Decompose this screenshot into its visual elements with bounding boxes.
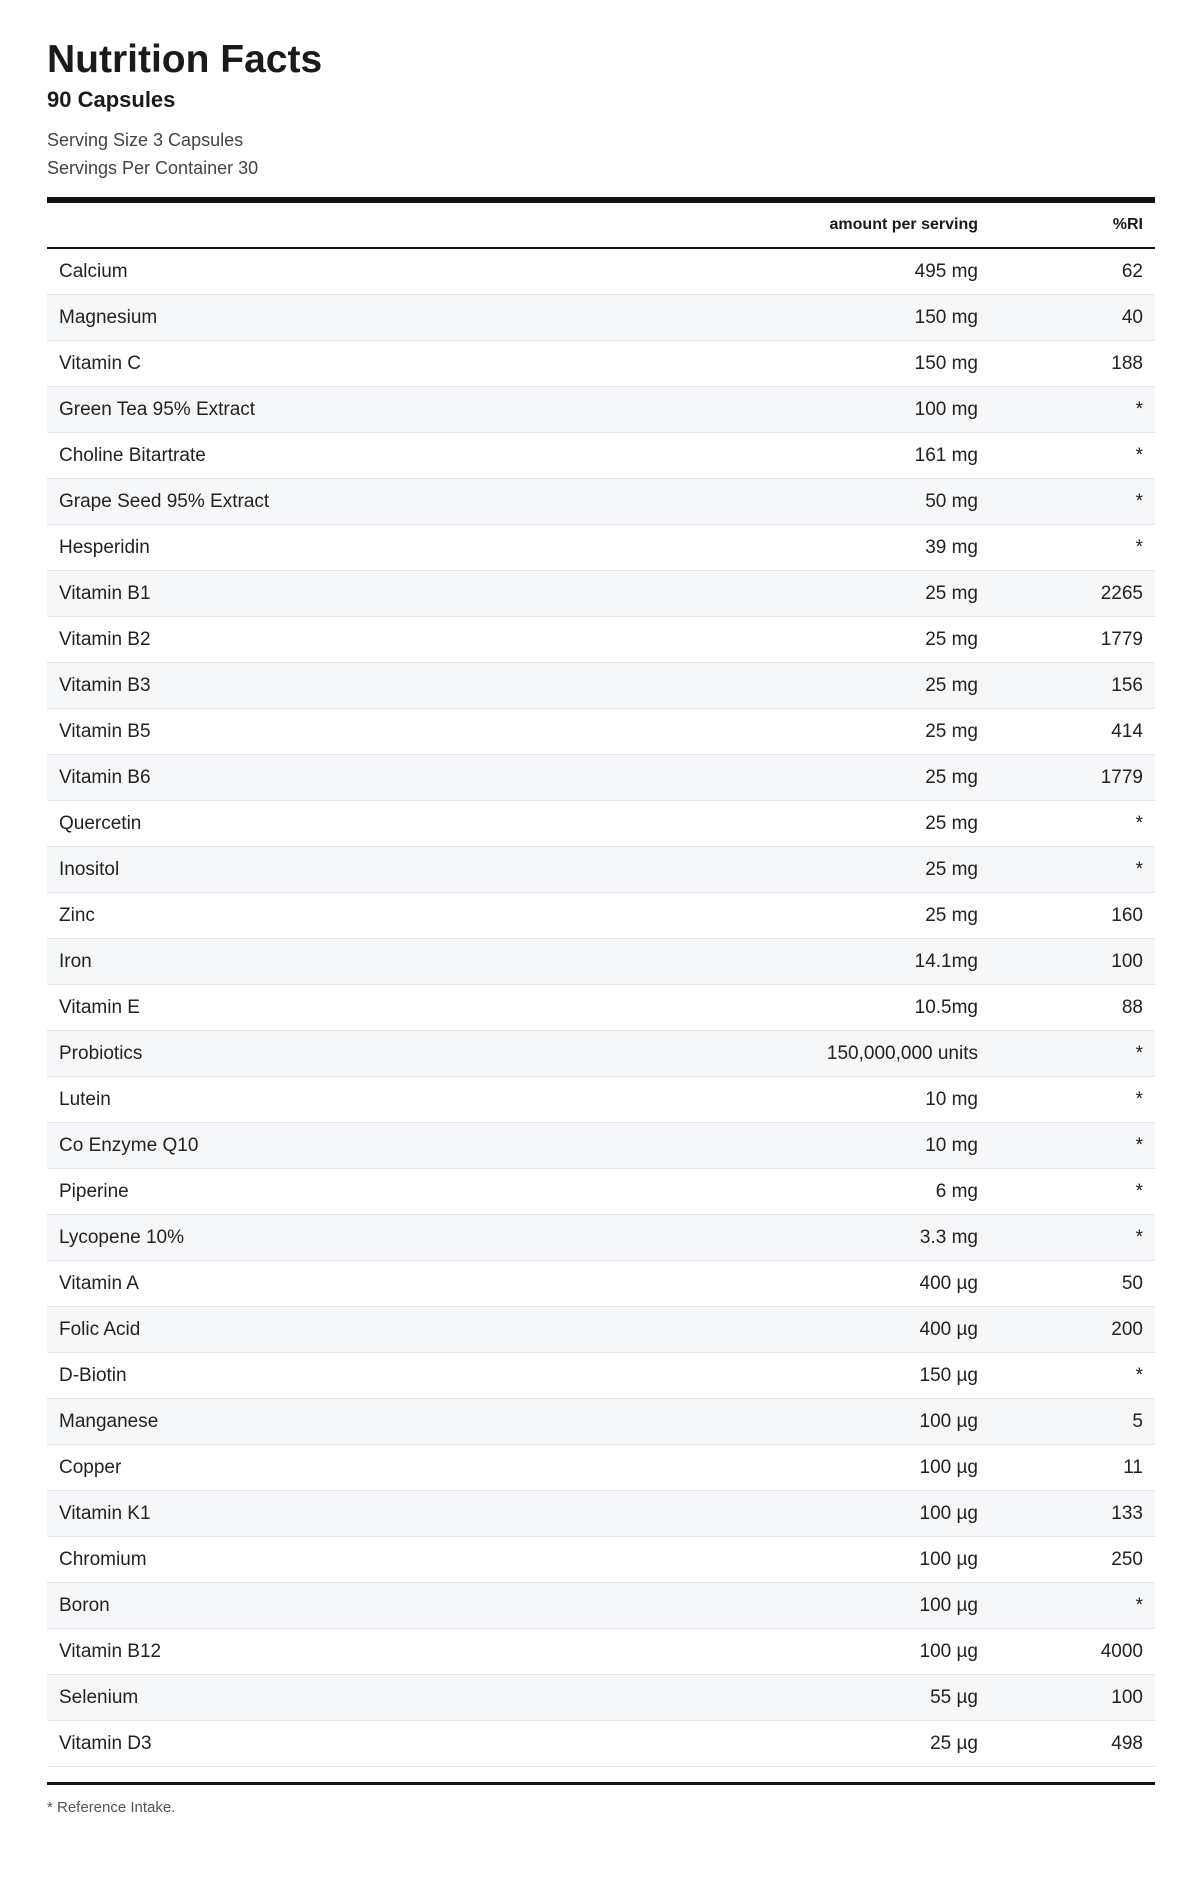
nutrient-name: Vitamin E <box>59 996 140 1018</box>
nutrient-amount: 25 mg <box>925 858 978 880</box>
nutrient-amount: 25 mg <box>925 766 978 788</box>
nutrient-name: Lycopene 10% <box>59 1226 185 1248</box>
nutrient-amount: 400 µg <box>919 1272 978 1294</box>
nutrient-name: Lutein <box>59 1088 111 1110</box>
nutrient-name: Zinc <box>59 904 95 926</box>
nutrient-name: Vitamin B6 <box>59 766 151 788</box>
table-header <box>47 203 1155 249</box>
nutrient-name: Chromium <box>59 1548 147 1570</box>
nutrient-amount: 150 µg <box>919 1364 978 1386</box>
nutrient-ri: * <box>1135 1042 1143 1064</box>
nutrient-amount: 25 mg <box>925 582 978 604</box>
header-ri: %RI <box>1112 216 1143 233</box>
nutrient-ri: * <box>1135 1134 1143 1156</box>
nutrient-ri: 5 <box>1132 1410 1143 1432</box>
nutrient-amount: 25 mg <box>925 812 978 834</box>
table-row <box>47 1123 1155 1169</box>
table-row <box>47 985 1155 1031</box>
nutrient-ri: 156 <box>1111 674 1143 696</box>
bottom-divider <box>47 1782 1155 1785</box>
nutrient-ri: * <box>1135 1364 1143 1386</box>
nutrient-name: Vitamin B1 <box>59 582 151 604</box>
nutrient-ri: * <box>1135 1088 1143 1110</box>
table-row <box>47 1031 1155 1077</box>
nutrient-ri: 40 <box>1121 306 1143 328</box>
nutrient-name: D-Biotin <box>59 1364 127 1386</box>
nutrient-name: Piperine <box>59 1180 129 1202</box>
nutrient-name: Grape Seed 95% Extract <box>59 490 270 512</box>
table-row <box>47 479 1155 525</box>
nutrient-ri: * <box>1135 444 1143 466</box>
nutrient-name: Vitamin B5 <box>59 720 151 742</box>
nutrient-name: Manganese <box>59 1410 159 1432</box>
nutrient-ri: 498 <box>1111 1732 1143 1754</box>
table-row <box>47 249 1155 295</box>
nutrient-amount: 25 mg <box>925 674 978 696</box>
nutrient-amount: 161 mg <box>914 444 978 466</box>
table-row <box>47 1721 1155 1767</box>
nutrient-ri: 1779 <box>1100 766 1143 788</box>
serving-info <box>47 126 1155 182</box>
serving-size: Serving Size 3 Capsules <box>47 130 244 150</box>
nutrient-ri: * <box>1135 858 1143 880</box>
nutrient-name: Vitamin B2 <box>59 628 151 650</box>
nutrient-amount: 150 mg <box>914 352 978 374</box>
header-amount: amount per serving <box>829 216 978 233</box>
nutrient-name: Green Tea 95% Extract <box>59 398 256 420</box>
nutrient-ri: * <box>1135 490 1143 512</box>
nutrient-amount: 25 mg <box>925 628 978 650</box>
servings-per-container: Servings Per Container 30 <box>47 158 259 178</box>
nutrient-amount: 25 mg <box>925 720 978 742</box>
table-row <box>47 341 1155 387</box>
nutrient-ri: 250 <box>1111 1548 1143 1570</box>
nutrient-amount: 10.5mg <box>914 996 978 1018</box>
nutrient-amount: 400 µg <box>919 1318 978 1340</box>
table-row <box>47 847 1155 893</box>
nutrient-amount: 14.1mg <box>914 950 978 972</box>
nutrient-name: Vitamin B12 <box>59 1640 162 1662</box>
nutrient-ri: 188 <box>1111 352 1143 374</box>
nutrient-ri: * <box>1135 1180 1143 1202</box>
nutrient-name: Quercetin <box>59 812 142 834</box>
table-row <box>47 295 1155 341</box>
nutrient-ri: 100 <box>1111 950 1143 972</box>
table-row <box>47 1077 1155 1123</box>
nutrient-amount: 55 µg <box>930 1686 978 1708</box>
nutrient-ri: 414 <box>1111 720 1143 742</box>
table-row <box>47 801 1155 847</box>
nutrient-name: Vitamin K1 <box>59 1502 151 1524</box>
nutrient-name: Vitamin C <box>59 352 142 374</box>
nutrient-amount: 100 µg <box>919 1502 978 1524</box>
table-row <box>47 1169 1155 1215</box>
label-header <box>47 36 1155 182</box>
nutrient-ri: 1779 <box>1100 628 1143 650</box>
table-row <box>47 1675 1155 1721</box>
table-row <box>47 1261 1155 1307</box>
nutrient-amount: 150 mg <box>914 306 978 328</box>
table-row <box>47 709 1155 755</box>
nutrient-amount: 6 mg <box>935 1180 978 1202</box>
nutrient-amount: 100 µg <box>919 1548 978 1570</box>
footnote: * Reference Intake. <box>47 1799 176 1816</box>
nutrient-ri: 200 <box>1111 1318 1143 1340</box>
nutrient-amount: 10 mg <box>925 1088 978 1110</box>
nutrient-name: Probiotics <box>59 1042 143 1064</box>
page-title: Nutrition Facts <box>47 38 323 81</box>
nutrient-amount: 10 mg <box>925 1134 978 1156</box>
nutrient-ri: 4000 <box>1100 1640 1143 1662</box>
table-row <box>47 433 1155 479</box>
nutrient-ri: * <box>1135 398 1143 420</box>
table-row <box>47 1215 1155 1261</box>
nutrient-amount: 25 µg <box>930 1732 978 1754</box>
nutrient-ri: 160 <box>1111 904 1143 926</box>
nutrition-table <box>47 197 1155 1816</box>
table-row <box>47 1307 1155 1353</box>
nutrient-amount: 150,000,000 units <box>826 1042 978 1064</box>
table-row <box>47 1537 1155 1583</box>
table-row <box>47 1629 1155 1675</box>
nutrient-name: Inositol <box>59 858 120 880</box>
nutrient-ri: 62 <box>1121 260 1143 282</box>
table-row <box>47 939 1155 985</box>
nutrient-ri: 2265 <box>1100 582 1143 604</box>
nutrient-name: Calcium <box>59 260 128 282</box>
nutrient-name: Iron <box>59 950 92 972</box>
nutrient-name: Selenium <box>59 1686 139 1708</box>
nutrient-ri: * <box>1135 812 1143 834</box>
nutrient-name: Co Enzyme Q10 <box>59 1134 199 1156</box>
nutrient-name: Folic Acid <box>59 1318 141 1340</box>
nutrient-ri: 88 <box>1121 996 1143 1018</box>
table-row <box>47 755 1155 801</box>
nutrient-name: Boron <box>59 1594 110 1616</box>
nutrient-name: Vitamin A <box>59 1272 139 1294</box>
nutrient-amount: 100 mg <box>914 398 978 420</box>
nutrient-ri: * <box>1135 1594 1143 1616</box>
nutrient-name: Vitamin B3 <box>59 674 151 696</box>
table-row <box>47 1353 1155 1399</box>
nutrient-ri: * <box>1135 1226 1143 1248</box>
table-row <box>47 387 1155 433</box>
nutrient-amount: 3.3 mg <box>919 1226 978 1248</box>
nutrient-name: Magnesium <box>59 306 158 328</box>
nutrient-amount: 100 µg <box>919 1640 978 1662</box>
table-row <box>47 571 1155 617</box>
nutrient-ri: 100 <box>1111 1686 1143 1708</box>
table-body <box>47 249 1155 1767</box>
nutrient-amount: 50 mg <box>925 490 978 512</box>
table-row <box>47 1399 1155 1445</box>
table-row <box>47 893 1155 939</box>
nutrient-ri: 133 <box>1111 1502 1143 1524</box>
nutrient-amount: 39 mg <box>925 536 978 558</box>
table-row <box>47 1445 1155 1491</box>
table-row <box>47 525 1155 571</box>
nutrient-ri: 11 <box>1123 1456 1143 1478</box>
nutrient-name: Vitamin D3 <box>59 1732 152 1754</box>
nutrient-amount: 25 mg <box>925 904 978 926</box>
nutrient-ri: 50 <box>1121 1272 1143 1294</box>
capsule-count: 90 Capsules <box>47 87 176 112</box>
table-row <box>47 1583 1155 1629</box>
nutrient-name: Hesperidin <box>59 536 150 558</box>
nutrient-amount: 100 µg <box>919 1594 978 1616</box>
nutrient-name: Copper <box>59 1456 122 1478</box>
table-row <box>47 1491 1155 1537</box>
nutrient-amount: 100 µg <box>919 1410 978 1432</box>
nutrient-amount: 495 mg <box>914 260 978 282</box>
nutrient-ri: * <box>1135 536 1143 558</box>
table-row <box>47 663 1155 709</box>
nutrient-name: Choline Bitartrate <box>59 444 206 466</box>
table-row <box>47 617 1155 663</box>
nutrient-amount: 100 µg <box>919 1456 978 1478</box>
